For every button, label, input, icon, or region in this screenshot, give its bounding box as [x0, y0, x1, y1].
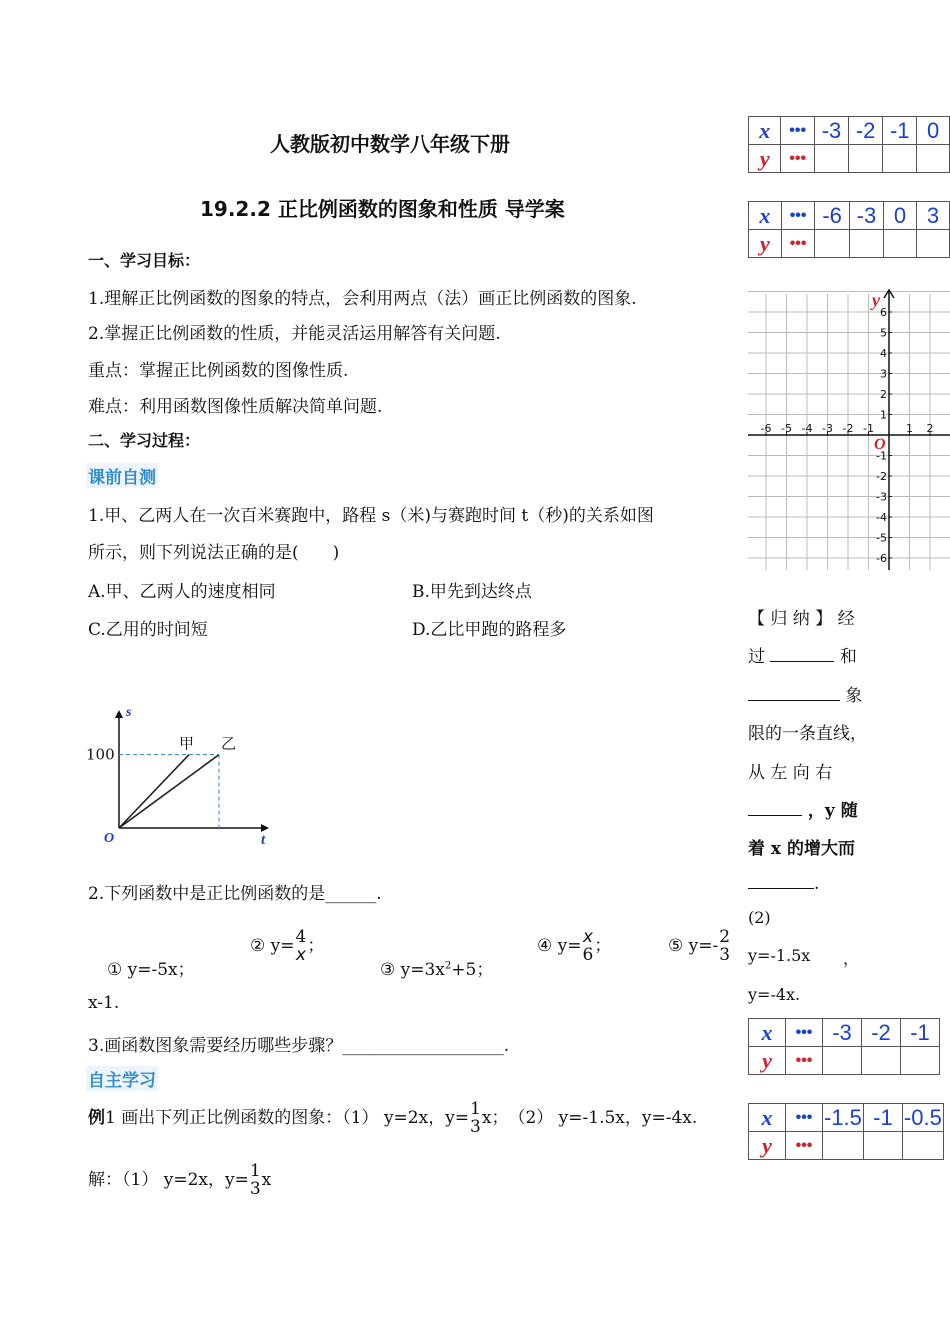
option-a: A.甲、乙两人的速度相同 [88, 582, 276, 602]
fraction-4-over-x [296, 929, 307, 964]
q2-option-2 [250, 929, 324, 964]
x-label: x [749, 1019, 786, 1047]
y-tick-label: 4 [880, 347, 887, 360]
y-cell[interactable] [823, 1132, 864, 1160]
key-point: 重点：掌握正比例函数的图像性质. [88, 361, 349, 381]
example-label: 例 [88, 1108, 105, 1128]
value-table-2 [748, 201, 950, 258]
value-table-1 [748, 116, 950, 173]
example-1-prefix: 1 画出下列正比例函数的图象：（1） y=2x，y= [105, 1108, 470, 1128]
y-tick-label: -3 [876, 490, 887, 504]
y-cell[interactable] [884, 230, 917, 258]
ellipsis: ••• [781, 202, 815, 230]
page-subtitle: 19.2.2 正比例函数的图象和性质 导学案 [200, 197, 565, 221]
y-tick-label: 100 [86, 745, 115, 764]
numerator: 1 [470, 1099, 481, 1119]
value-table-4 [748, 1103, 944, 1160]
ellipsis: ••• [781, 117, 815, 145]
y-tick-label: -1 [876, 449, 887, 463]
goal-2: 2.掌握正比例函数的性质，并能灵活运用解答有关问题. [88, 324, 501, 344]
ellipsis: ••• [781, 145, 815, 173]
x-tick-label: -5 [781, 422, 792, 435]
y-cell[interactable] [814, 145, 848, 173]
fraction-x-over-6 [583, 929, 594, 964]
q2-option-3-exponent: 2 [444, 960, 452, 972]
y-tick-label: 1 [880, 408, 887, 422]
solution [88, 1163, 271, 1198]
series-line-2 [119, 755, 219, 828]
x-value: -1 [901, 1019, 940, 1047]
y-tick-label: 3 [880, 367, 887, 381]
denominator: 3 [470, 1117, 481, 1137]
option-c: C.乙用的时间短 [88, 620, 208, 640]
part-2-func-a: y=-1.5x [748, 946, 811, 965]
summary-line-3 [748, 681, 862, 706]
y-cell[interactable] [917, 145, 950, 173]
x-tick-label: -4 [801, 422, 813, 435]
fraction-2-over-3 [719, 929, 730, 964]
x-value: 3 [917, 202, 950, 230]
part-2-label: (2) [748, 908, 771, 927]
tag-pretest: 课前自测 [86, 463, 158, 488]
denominator: x [295, 945, 306, 965]
q2-option-1: ① y=-5x； [107, 960, 195, 980]
x-value: -1.5 [824, 1104, 862, 1130]
denominator: 3 [719, 945, 731, 965]
question-1-line1: 1.甲、乙两人在一次百米赛跑中，路程 s（米)与赛跑时间 t（秒)的关系如图 [88, 506, 654, 526]
summary-line-2 [748, 642, 857, 667]
q2-option-5 [668, 929, 731, 964]
y-tick-label: -4 [876, 511, 887, 524]
series-label: 乙 [221, 734, 237, 753]
y-cell[interactable] [815, 230, 849, 258]
x-value: -1 [883, 117, 917, 145]
y-cell[interactable] [823, 1047, 862, 1075]
y-label: y [749, 230, 782, 258]
coordinate-grid [748, 288, 950, 570]
x-label: x [749, 1104, 786, 1132]
option-d: D.乙比甲跑的路程多 [412, 620, 567, 640]
y-axis-label: s [126, 708, 132, 720]
q2-option-3-prefix: ③ y=3x [380, 960, 445, 980]
summary-pass: 过 [748, 647, 765, 667]
value-table-3 [748, 1018, 940, 1075]
x-value: -2 [862, 1019, 901, 1047]
summary-y-with: ，y 随 [807, 801, 858, 821]
y-axis-label: y [872, 290, 880, 310]
x-tick-label: -6 [760, 422, 772, 435]
y-cell[interactable] [863, 1132, 902, 1160]
example-1-suffix: x； （2） y=-1.5x，y=-4x. [481, 1108, 698, 1128]
y-tick-label: -2 [876, 470, 887, 483]
numerator: 4 [295, 927, 307, 947]
x-label: x [749, 117, 781, 145]
x-value: -1 [863, 1104, 902, 1132]
x-tick-label: -2 [842, 422, 854, 435]
part-2-comma: ， [843, 949, 860, 968]
ellipsis: ••• [781, 230, 815, 258]
series-line-1 [119, 755, 189, 828]
y-tick-label: -5 [876, 531, 887, 545]
x-value: 0 [917, 117, 950, 145]
q2-option-4 [537, 929, 611, 964]
x-tick-label: -1 [863, 422, 874, 435]
y-tick-label: 2 [880, 388, 887, 401]
summary-line-1: 【 归 纳 】 经 [748, 609, 855, 629]
y-cell[interactable] [849, 145, 883, 173]
numerator: 2 [719, 927, 731, 947]
x-axis-arrow [261, 824, 269, 832]
y-cell[interactable] [849, 230, 883, 258]
summary-quadrant: 象 [845, 686, 863, 706]
x-tick-label: 2 [926, 422, 934, 435]
ellipsis: ••• [786, 1132, 823, 1160]
y-cell[interactable] [883, 145, 917, 173]
origin-label: O [874, 436, 886, 453]
summary-line-5: 从 左 向 右 [748, 763, 833, 783]
x-value: -3 [823, 1019, 862, 1047]
question-2: 2.下列函数中是正比例函数的是______. [88, 884, 382, 904]
solution-suffix: x [261, 1170, 272, 1190]
y-tick-label: 6 [880, 306, 887, 319]
x-value: 0 [884, 202, 917, 230]
option-b: B.甲先到达终点 [412, 582, 532, 602]
origin-label: O [104, 831, 115, 846]
summary-period: . [814, 874, 820, 894]
x-value: -3 [849, 202, 883, 230]
fraction-1-over-3 [470, 1101, 481, 1136]
summary-and: 和 [839, 647, 857, 667]
x-value: -0.5 [903, 1104, 942, 1130]
q2-option-4-prefix: ④ y= [537, 936, 582, 956]
summary-line-4: 限的一条直线， [748, 724, 867, 744]
y-tick-label: 5 [880, 326, 887, 340]
y-axis-arrow [115, 710, 123, 718]
fill-blank[interactable] [748, 874, 814, 889]
difficult-point: 难点：利用函数图像性质解决简单问题. [88, 397, 383, 417]
section-heading-goals: 一、学习目标： [88, 251, 201, 270]
example-1 [88, 1101, 697, 1136]
question-3: 3.画函数图象需要经历哪些步骤？___________________. [88, 1036, 510, 1056]
q2-option-5-prefix: ⑤ y=- [668, 936, 719, 956]
denominator: 3 [249, 1179, 261, 1199]
fraction-1-over-3 [250, 1163, 261, 1198]
goal-1: 1.理解正比例函数的图象的特点，会利用两点（法）画正比例函数的图象. [88, 289, 637, 309]
x-value: -6 [815, 202, 849, 230]
q2-option-2-prefix: ② y= [250, 936, 295, 956]
x-axis-label: t [261, 832, 266, 848]
ellipsis: ••• [786, 1104, 823, 1132]
y-label: y [749, 1132, 786, 1160]
y-cell[interactable] [862, 1047, 901, 1075]
numerator: x [582, 927, 593, 947]
numerator: 1 [249, 1161, 261, 1181]
denominator: 6 [582, 945, 594, 965]
q2-option-5-tail: x-1. [88, 993, 120, 1013]
fill-blank[interactable] [748, 801, 802, 816]
ellipsis: ••• [786, 1019, 823, 1047]
x-value: -2 [849, 117, 883, 145]
y-cell[interactable] [901, 1047, 940, 1075]
x-tick-label: -3 [822, 422, 833, 435]
x-label: x [749, 202, 782, 230]
section-heading-process: 二、学习过程： [88, 431, 201, 450]
q2-option-4-suffix: ； [594, 936, 612, 956]
tag-self-study: 自主学习 [86, 1066, 158, 1091]
summary-line-7: 着 x 的增大而 [748, 839, 855, 859]
q2-option-2-suffix: ； [307, 936, 325, 956]
summary-line-6 [748, 796, 858, 821]
race-chart [84, 708, 274, 858]
q2-option-3-suffix: +5； [451, 960, 494, 980]
summary-line-8 [748, 874, 819, 894]
series-label: 甲 [179, 734, 195, 753]
page-title: 人教版初中数学八年级下册 [270, 132, 510, 156]
fill-blank[interactable] [748, 686, 840, 701]
x-tick-label: 1 [906, 422, 913, 435]
y-cell[interactable] [902, 1132, 943, 1160]
y-label: y [749, 145, 781, 173]
x-value: -3 [814, 117, 848, 145]
ellipsis: ••• [786, 1047, 823, 1075]
part-2-func-b: y=-4x. [748, 985, 801, 1004]
y-cell[interactable] [917, 230, 950, 258]
fill-blank[interactable] [770, 647, 834, 662]
solution-prefix: 解：（1） y=2x，y= [88, 1170, 249, 1190]
y-tick-label: -6 [876, 552, 887, 565]
y-label: y [749, 1047, 786, 1075]
question-1-line2: 所示，则下列说法正确的是( ) [88, 543, 340, 563]
q2-option-3 [380, 955, 493, 980]
